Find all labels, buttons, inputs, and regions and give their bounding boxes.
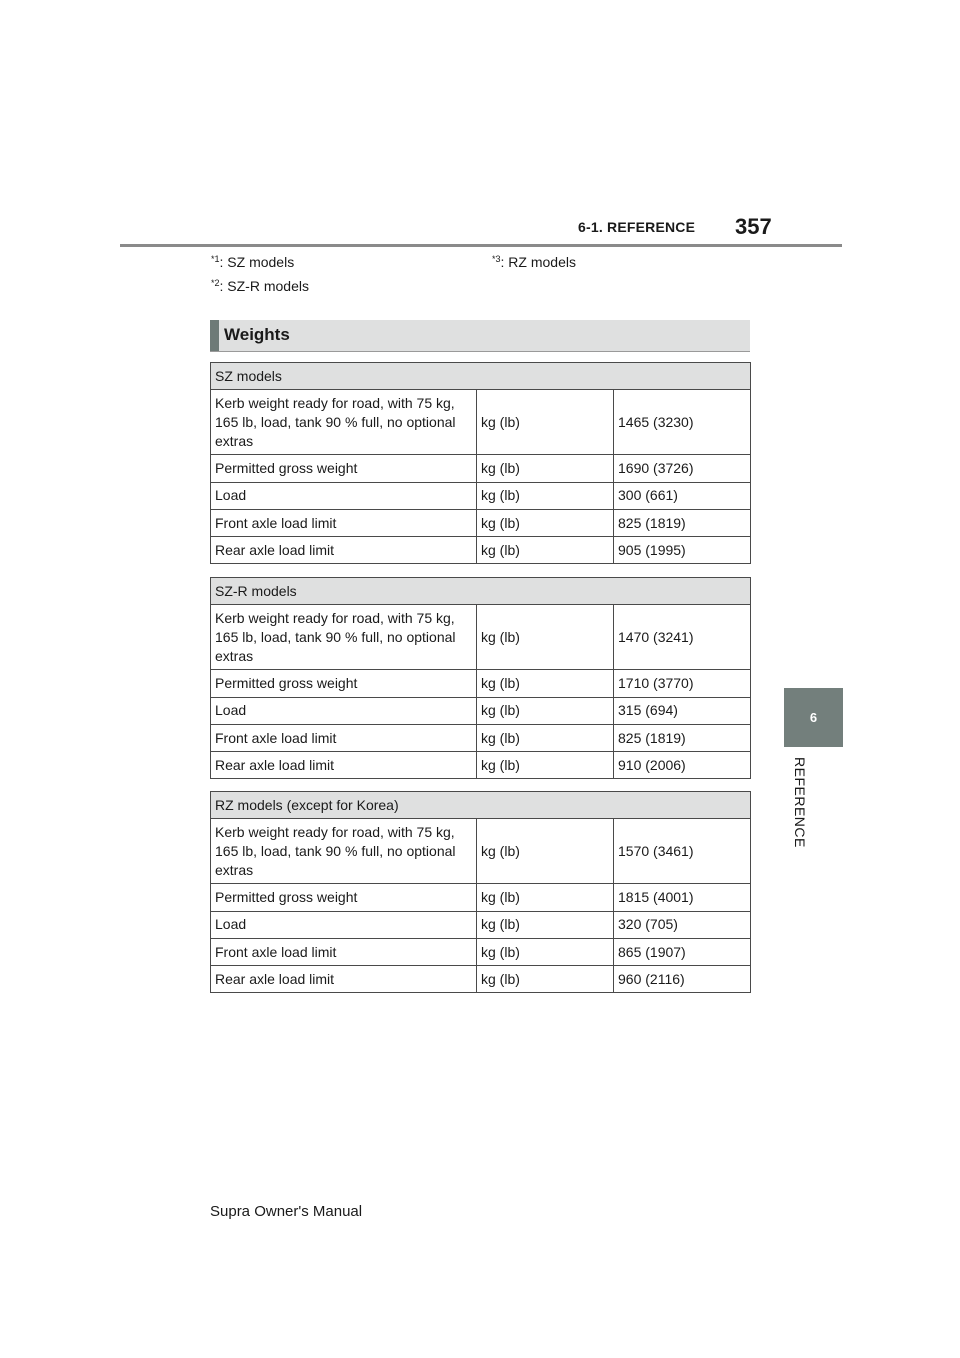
row-label: Permitted gross weight <box>211 670 477 697</box>
row-label: Rear axle load limit <box>211 537 477 564</box>
row-value: 865 (1907) <box>614 938 751 965</box>
row-label: Front axle load limit <box>211 938 477 965</box>
table-row <box>211 482 751 509</box>
footnote-2 <box>211 278 309 294</box>
row-value: 1570 (3461) <box>614 819 751 884</box>
row-unit: kg (lb) <box>477 966 614 993</box>
header-divider <box>120 244 842 247</box>
manual-footer: Supra Owner's Manual <box>210 1203 363 1220</box>
row-unit: kg (lb) <box>477 938 614 965</box>
row-unit: kg (lb) <box>477 670 614 697</box>
weights-section-header <box>210 320 750 352</box>
row-label: Kerb weight ready for road, with 75 kg, 165 lb, load, tank 90 % full, no optional extras <box>211 390 477 455</box>
table-row <box>211 884 751 911</box>
table-row <box>211 911 751 938</box>
table-title: RZ models (except for Korea) <box>211 792 751 819</box>
row-value: 1690 (3726) <box>614 455 751 482</box>
table-row <box>211 819 751 884</box>
section-heading: 6-1. REFERENCE <box>578 219 696 235</box>
row-value: 1710 (3770) <box>614 670 751 697</box>
row-unit: kg (lb) <box>477 724 614 751</box>
table-row <box>211 455 751 482</box>
page-number: 357 <box>735 214 772 239</box>
row-label: Permitted gross weight <box>211 455 477 482</box>
row-unit: kg (lb) <box>477 482 614 509</box>
row-label: Permitted gross weight <box>211 884 477 911</box>
row-label: Load <box>211 482 477 509</box>
footnote-1-mark: *1 <box>211 254 220 264</box>
row-value: 960 (2116) <box>614 966 751 993</box>
row-value: 910 (2006) <box>614 752 751 779</box>
row-unit: kg (lb) <box>477 819 614 884</box>
table-row <box>211 697 751 724</box>
row-label: Load <box>211 697 477 724</box>
table-row <box>211 670 751 697</box>
table-title: SZ models <box>211 363 751 390</box>
row-unit: kg (lb) <box>477 605 614 670</box>
row-label: Load <box>211 911 477 938</box>
footnote-2-text: : SZ-R models <box>219 278 309 294</box>
row-label: Rear axle load limit <box>211 752 477 779</box>
table-row <box>211 509 751 536</box>
chapter-tab[interactable] <box>784 688 843 747</box>
row-unit: kg (lb) <box>477 390 614 455</box>
row-unit: kg (lb) <box>477 884 614 911</box>
table-header-row <box>211 578 751 605</box>
footnote-3-mark: *3 <box>492 254 501 264</box>
row-value: 1465 (3230) <box>614 390 751 455</box>
table-title: SZ-R models <box>211 578 751 605</box>
table-row <box>211 938 751 965</box>
chapter-tab-number: 6 <box>809 710 818 725</box>
row-value: 825 (1819) <box>614 509 751 536</box>
footnote-3-text: : RZ models <box>500 254 576 270</box>
row-value: 825 (1819) <box>614 724 751 751</box>
table-header-row <box>211 363 751 390</box>
footnote-2-mark: *2 <box>211 278 220 288</box>
row-label: Front axle load limit <box>211 509 477 536</box>
table-row <box>211 724 751 751</box>
row-label: Rear axle load limit <box>211 966 477 993</box>
table-row <box>211 752 751 779</box>
row-unit: kg (lb) <box>477 509 614 536</box>
row-value: 300 (661) <box>614 482 751 509</box>
footnote-1 <box>211 254 294 270</box>
row-label: Kerb weight ready for road, with 75 kg, 165 lb, load, tank 90 % full, no optional extras <box>211 605 477 670</box>
table-row <box>211 966 751 993</box>
row-label: Kerb weight ready for road, with 75 kg, 165 lb, load, tank 90 % full, no optional extras <box>211 819 477 884</box>
row-unit: kg (lb) <box>477 537 614 564</box>
footnote-1-text: : SZ models <box>219 254 295 270</box>
table-row <box>211 537 751 564</box>
table-row <box>211 390 751 455</box>
footnote-3 <box>492 254 576 270</box>
weights-table-sz-r <box>210 577 751 779</box>
row-value: 905 (1995) <box>614 537 751 564</box>
section-title: Weights <box>224 325 290 344</box>
row-value: 315 (694) <box>614 697 751 724</box>
table-row <box>211 605 751 670</box>
weights-table-sz <box>210 362 751 564</box>
row-unit: kg (lb) <box>477 752 614 779</box>
table-header-row <box>211 792 751 819</box>
row-unit: kg (lb) <box>477 455 614 482</box>
row-unit: kg (lb) <box>477 911 614 938</box>
row-label: Front axle load limit <box>211 724 477 751</box>
weights-table-rz <box>210 791 751 993</box>
row-value: 320 (705) <box>614 911 751 938</box>
row-unit: kg (lb) <box>477 697 614 724</box>
section-accent-bar <box>210 320 219 351</box>
row-value: 1470 (3241) <box>614 605 751 670</box>
row-value: 1815 (4001) <box>614 884 751 911</box>
chapter-tab-label: REFERENCE <box>792 757 808 848</box>
